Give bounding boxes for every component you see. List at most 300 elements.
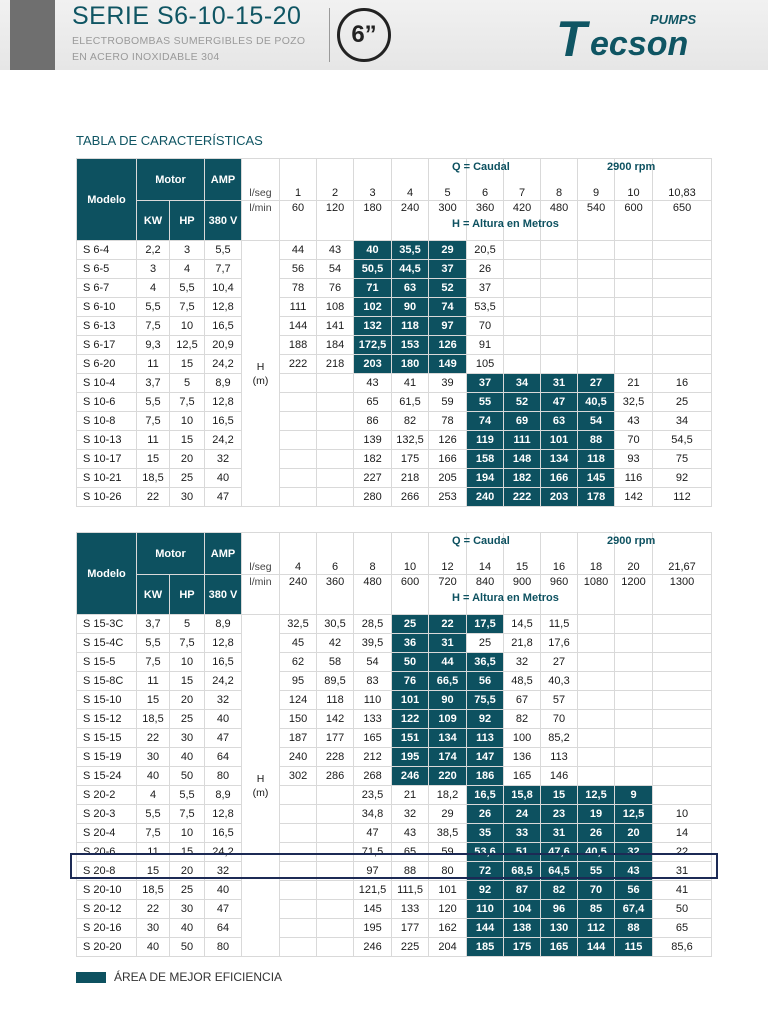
head-cell: 162 [429,919,467,938]
head-cell: 108 [317,298,354,317]
head-cell: 120 [429,900,467,919]
head-cell [615,336,653,355]
head-cell [578,691,615,710]
flow-lmin-cell: 960 [541,575,578,615]
head-cell [541,279,578,298]
head-cell: 34 [653,412,712,431]
hp-cell: 10 [170,653,205,672]
head-cell: 21 [392,786,429,805]
head-cell: 43 [317,241,354,260]
model-cell: S 10-8 [77,412,137,431]
head-cell-efficient: 26 [467,805,504,824]
head-cell: 182 [354,450,392,469]
hp-header: HP [170,575,205,615]
head-cell: 29 [429,805,467,824]
amp-cell: 47 [205,729,242,748]
head-cell [615,634,653,653]
head-cell-efficient: 246 [392,767,429,786]
head-cell-efficient: 20 [615,824,653,843]
head-cell [653,729,712,748]
kw-cell: 7,5 [137,317,170,336]
table-row [77,748,712,767]
head-cell [615,729,653,748]
head-cell-efficient: 172,5 [354,336,392,355]
head-cell: 78 [429,412,467,431]
head-cell: 70 [467,317,504,336]
model-cell: S 20-6 [77,843,137,862]
flow-unit-lmin: l/min [242,201,280,241]
head-cell-efficient: 63 [392,279,429,298]
head-cell-efficient: 145 [578,469,615,488]
kw-cell: 11 [137,355,170,374]
kw-cell: 7,5 [137,653,170,672]
head-cell: 71,5 [354,843,392,862]
flow-lseg-cell: 10 [392,533,429,575]
hp-cell: 5 [170,615,205,634]
head-cell-efficient: 12,5 [578,786,615,805]
hp-cell: 30 [170,488,205,507]
amp-header: AMP [205,533,242,575]
table-row [77,824,712,843]
brand-logo [556,11,706,67]
flow-lseg-cell: 6 [317,533,354,575]
rpm-label: 2900 rpm [607,535,656,547]
table-row [77,938,712,957]
table-row [77,374,712,393]
head-cell: 112 [653,488,712,507]
head-cell-efficient: 90 [392,298,429,317]
head-cell [317,393,354,412]
head-cell-efficient: 76 [392,672,429,691]
head-cell-efficient: 35 [467,824,504,843]
head-cell-efficient: 53,6 [467,843,504,862]
hp-cell: 25 [170,881,205,900]
head-cell-efficient: 33 [504,824,541,843]
head-cell-efficient: 55 [467,393,504,412]
amp-cell: 16,5 [205,412,242,431]
head-cell: 26 [467,260,504,279]
head-cell: 65 [392,843,429,862]
head-cell-efficient: 24 [504,805,541,824]
head-cell-efficient: 118 [392,317,429,336]
head-cell-efficient: 69 [504,412,541,431]
head-cell-efficient: 118 [578,450,615,469]
highlighted-row-frame [70,853,718,879]
head-cell [317,805,354,824]
head-cell-efficient: 64,5 [541,862,578,881]
flow-unit-lseg: l/seg [242,159,280,201]
head-cell-efficient: 34 [504,374,541,393]
voltage-header: 380 V [205,201,242,241]
head-cell: 225 [392,938,429,957]
table-row [77,241,712,260]
head-cell: 139 [354,431,392,450]
section-title: TABLA DE CARACTERÍSTICAS [76,133,263,148]
head-cell-efficient: 26 [578,824,615,843]
hp-cell: 20 [170,691,205,710]
head-cell-efficient: 52 [504,393,541,412]
hp-cell: 30 [170,900,205,919]
head-cell: 43 [615,412,653,431]
head-cell [504,279,541,298]
motor-header: Motor [137,159,205,201]
head-cell: 34,8 [354,805,392,824]
head-cell-efficient: 88 [578,431,615,450]
head-cell-efficient: 112 [578,919,615,938]
head-cell-efficient: 74 [467,412,504,431]
head-cell-efficient: 85 [578,900,615,919]
head-cell [504,355,541,374]
model-cell: S 15-10 [77,691,137,710]
head-cell: 145 [354,900,392,919]
head-cell: 266 [392,488,429,507]
head-cell: 50 [653,900,712,919]
head-cell [615,710,653,729]
size-badge: 6” [337,8,391,62]
head-cell-efficient: 132 [354,317,392,336]
model-cell: S 20-10 [77,881,137,900]
head-cell [578,710,615,729]
head-cell [615,653,653,672]
head-cell-efficient: 203 [354,355,392,374]
head-cell: 54 [317,260,354,279]
series-title: SERIE S6-10-15-20 [72,2,302,30]
hp-cell: 5,5 [170,279,205,298]
amp-cell: 12,8 [205,298,242,317]
head-cell: 204 [429,938,467,957]
head-cell [504,336,541,355]
head-cell-efficient: 147 [467,748,504,767]
flow-lmin-cell: 600 [615,201,653,241]
amp-cell: 16,5 [205,317,242,336]
head-cell-efficient: 153 [392,336,429,355]
head-cell: 222 [280,355,317,374]
head-cell: 32,5 [615,393,653,412]
flow-lseg-cell: 18 [578,533,615,575]
head-cell: 85,6 [653,938,712,957]
head-cell-efficient: 36 [392,634,429,653]
head-cell: 10 [653,805,712,824]
brand-logo-t: T [556,11,587,67]
amp-header: AMP [205,159,242,201]
head-cell-efficient: 134 [429,729,467,748]
head-cell [578,298,615,317]
head-cell: 17,6 [541,634,578,653]
amp-cell: 8,9 [205,615,242,634]
head-cell: 21,8 [504,634,541,653]
head-cell: 286 [317,767,354,786]
head-cell: 253 [429,488,467,507]
head-cell: 32 [392,805,429,824]
head-cell-efficient: 88 [615,919,653,938]
table-row [77,260,712,279]
kw-cell: 15 [137,691,170,710]
model-cell: S 10-13 [77,431,137,450]
model-cell: S 6-7 [77,279,137,298]
table-row [77,805,712,824]
flow-lseg-cell: 2 [317,159,354,201]
head-cell [653,691,712,710]
head-cell [317,412,354,431]
head-cell-efficient: 90 [429,691,467,710]
flow-lseg-cell: 15 [504,533,541,575]
model-cell: S 15-24 [77,767,137,786]
head-cell-efficient: 50,5 [354,260,392,279]
head-cell [653,748,712,767]
flow-lmin-cell: 240 [392,201,429,241]
head-cell: 30,5 [317,615,354,634]
head-cell [280,431,317,450]
head-cell [541,260,578,279]
kw-cell: 18,5 [137,881,170,900]
head-cell [541,317,578,336]
kw-cell: 5,5 [137,805,170,824]
head-cell: 58 [317,653,354,672]
kw-cell: 5,5 [137,298,170,317]
head-cell [615,298,653,317]
hp-cell: 5 [170,374,205,393]
head-cell: 150 [280,710,317,729]
head-cell: 218 [392,469,429,488]
head-cell: 57 [541,691,578,710]
head-cell [280,805,317,824]
table-row [77,767,712,786]
model-cell: S 15-5 [77,653,137,672]
amp-cell: 16,5 [205,653,242,672]
flow-lmin-cell: 360 [317,575,354,615]
head-cell-efficient: 144 [578,938,615,957]
head-cell [317,786,354,805]
head-cell: 41 [392,374,429,393]
caudal-label: Q = Caudal [452,161,510,173]
kw-cell: 11 [137,843,170,862]
flow-lmin-cell: 120 [317,201,354,241]
height-unit-label [242,615,280,957]
head-cell: 166 [429,450,467,469]
head-cell-efficient: 110 [467,900,504,919]
head-cell: 89,5 [317,672,354,691]
flow-lmin-cell: 180 [354,201,392,241]
head-cell [578,672,615,691]
head-cell: 124 [280,691,317,710]
head-cell: 59 [429,843,467,862]
head-cell: 82 [504,710,541,729]
head-cell [615,317,653,336]
head-cell: 25 [467,634,504,653]
head-cell [653,298,712,317]
head-cell [541,298,578,317]
head-cell-efficient: 68,5 [504,862,541,881]
head-cell: 11,5 [541,615,578,634]
head-cell [317,919,354,938]
head-cell [653,710,712,729]
head-cell-efficient: 138 [504,919,541,938]
model-cell: S 15-4C [77,634,137,653]
table-row [77,393,712,412]
flow-lseg-cell: 6 [467,159,504,201]
header-divider [329,8,330,62]
kw-cell: 7,5 [137,824,170,843]
head-cell-efficient: 47 [541,393,578,412]
head-cell-efficient: 101 [392,691,429,710]
head-cell [578,729,615,748]
head-cell-efficient: 17,5 [467,615,504,634]
head-cell: 67 [504,691,541,710]
head-cell: 142 [615,488,653,507]
head-cell-efficient: 15,8 [504,786,541,805]
head-cell [653,653,712,672]
head-cell-efficient: 178 [578,488,615,507]
head-cell-efficient: 56 [467,672,504,691]
head-cell-efficient: 72 [467,862,504,881]
head-cell: 42 [317,634,354,653]
kw-cell: 18,5 [137,469,170,488]
head-cell: 240 [280,748,317,767]
hp-cell: 15 [170,355,205,374]
kw-cell: 40 [137,938,170,957]
head-cell-efficient: 144 [467,919,504,938]
head-cell-efficient: 67,4 [615,900,653,919]
flow-lseg-cell: 4 [392,159,429,201]
height-unit: (m) [252,374,269,387]
head-cell-efficient: 40,5 [578,843,615,862]
flow-unit-lmin: l/min [242,575,280,615]
head-cell-efficient: 29 [429,241,467,260]
head-cell [615,615,653,634]
head-cell: 218 [317,355,354,374]
head-cell: 132,5 [392,431,429,450]
model-cell: S 6-10 [77,298,137,317]
head-cell: 113 [541,748,578,767]
head-cell: 39 [429,374,467,393]
head-cell-efficient: 220 [429,767,467,786]
flow-lmin-cell: 840 [467,575,504,615]
flow-lseg-cell: 10 [615,159,653,201]
table-row [77,298,712,317]
head-cell: 45 [280,634,317,653]
head-cell: 141 [317,317,354,336]
head-cell-efficient: 37 [467,374,504,393]
head-cell [280,786,317,805]
amp-cell: 80 [205,938,242,957]
model-cell: S 10-4 [77,374,137,393]
head-cell: 78 [280,279,317,298]
head-cell: 177 [317,729,354,748]
head-cell [578,260,615,279]
header-gray-tab [10,0,55,70]
head-cell-efficient: 63 [541,412,578,431]
head-cell-efficient: 44 [429,653,467,672]
head-cell [317,450,354,469]
amp-cell: 40 [205,469,242,488]
amp-cell: 47 [205,488,242,507]
legend-swatch [76,972,106,983]
head-cell-efficient: 96 [541,900,578,919]
head-cell: 126 [429,431,467,450]
table-row [77,729,712,748]
head-cell: 83 [354,672,392,691]
flow-lseg-cell: 8 [541,159,578,201]
head-cell: 110 [354,691,392,710]
head-cell-efficient: 113 [467,729,504,748]
head-cell: 121,5 [354,881,392,900]
head-cell: 205 [429,469,467,488]
series-subtitle-1: ELECTROBOMBAS SUMERGIBLES DE POZO [72,35,306,47]
head-cell [541,241,578,260]
head-cell: 22 [653,843,712,862]
head-cell: 40,3 [541,672,578,691]
rpm-label: 2900 rpm [607,161,656,173]
flow-lseg-cell: 16 [541,533,578,575]
head-cell-efficient: 174 [429,748,467,767]
model-cell: S 6-4 [77,241,137,260]
motor-header: Motor [137,533,205,575]
head-cell-efficient: 87 [504,881,541,900]
hp-cell: 25 [170,710,205,729]
hp-cell: 4 [170,260,205,279]
head-cell: 268 [354,767,392,786]
model-cell: S 20-4 [77,824,137,843]
kw-header: KW [137,201,170,241]
head-cell-efficient: 52 [429,279,467,298]
head-cell: 92 [653,469,712,488]
head-cell-efficient: 44,5 [392,260,429,279]
head-cell-efficient: 104 [504,900,541,919]
head-cell [615,767,653,786]
amp-cell: 16,5 [205,824,242,843]
head-cell-efficient: 37 [429,260,467,279]
flow-lmin-cell: 300 [429,201,467,241]
head-cell: 70 [541,710,578,729]
head-cell [615,279,653,298]
head-cell: 86 [354,412,392,431]
head-cell: 75 [653,450,712,469]
head-cell-efficient: 101 [541,431,578,450]
head-cell-efficient: 165 [541,938,578,957]
head-cell: 246 [354,938,392,957]
amp-cell: 8,9 [205,786,242,805]
hp-cell: 5,5 [170,786,205,805]
flow-lmin-cell: 480 [541,201,578,241]
head-cell-efficient: 180 [392,355,429,374]
head-cell: 188 [280,336,317,355]
kw-cell: 5,5 [137,634,170,653]
head-cell [280,824,317,843]
head-cell-efficient: 23 [541,805,578,824]
head-cell [653,615,712,634]
kw-cell: 9,3 [137,336,170,355]
flow-lmin-cell: 900 [504,575,541,615]
head-cell-efficient: 74 [429,298,467,317]
kw-cell: 3,7 [137,374,170,393]
model-cell: S 15-8C [77,672,137,691]
head-cell: 62 [280,653,317,672]
head-cell [653,634,712,653]
head-cell [280,919,317,938]
head-cell: 111 [280,298,317,317]
head-cell-efficient: 31 [541,824,578,843]
caudal-label: Q = Caudal [452,535,510,547]
head-cell-efficient: 16,5 [467,786,504,805]
head-cell [541,355,578,374]
head-cell: 70 [615,431,653,450]
flow-lmin-cell: 360 [467,201,504,241]
model-cell: S 10-21 [77,469,137,488]
head-cell-efficient: 92 [467,881,504,900]
head-cell-efficient: 56 [615,881,653,900]
head-cell [615,260,653,279]
head-cell-efficient: 43 [615,862,653,881]
